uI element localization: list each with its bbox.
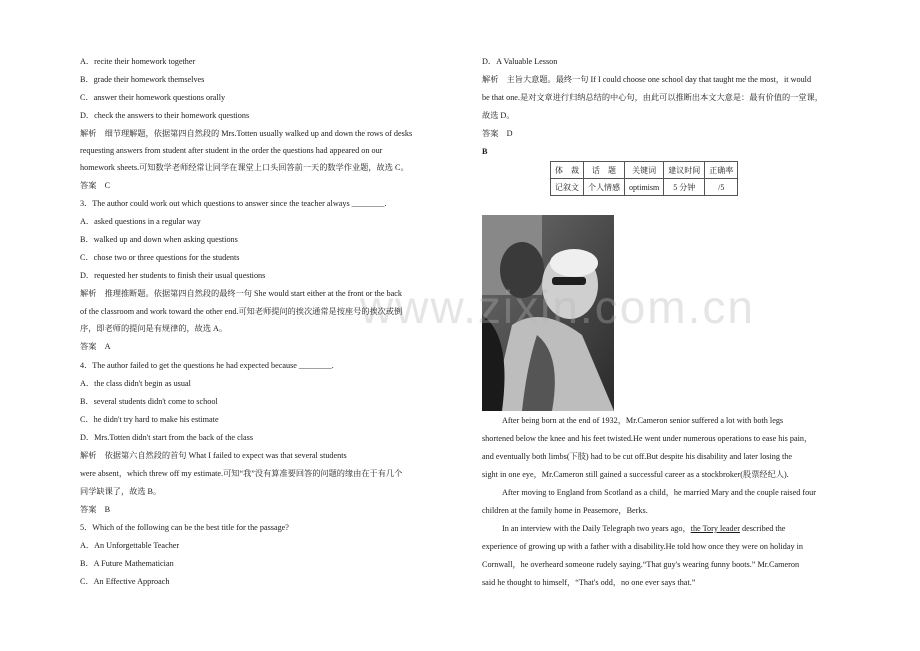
text-line: 3．The author could work out which questions to answer since the teacher always ________. bbox=[80, 199, 387, 208]
passage-line: After moving to England from Scotland as a child，he married Mary and the couple raised four bbox=[502, 488, 816, 497]
text-line: 答案 A bbox=[80, 342, 111, 351]
text-line: B bbox=[482, 147, 488, 156]
table-cell: 个人情感 bbox=[584, 179, 625, 196]
text-line: D．check the answers to their homework questions bbox=[80, 111, 250, 120]
text-line: 序，即老师的提问是有规律的，故选 A。 bbox=[80, 324, 228, 333]
table-cell: 5 分钟 bbox=[664, 179, 705, 196]
table-header-cell: 话 题 bbox=[584, 162, 625, 179]
passage-line: children at the family home in Peasemore，Berks. bbox=[482, 506, 648, 515]
passage-line: After being born at the end of 1932，Mr.Cameron senior suffered a lot with both legs bbox=[502, 416, 784, 425]
table-cell: optimism bbox=[625, 179, 664, 196]
text-line: were absent，which threw off my estimate.可知“我”没有算准要回答的问题的缘由在于有几个 bbox=[80, 469, 403, 478]
passage-line: experience of growing up with a father with a disability.He told how once they were on holiday in bbox=[482, 542, 803, 551]
text-line: 4．The author failed to get the questions he had expected because ________. bbox=[80, 361, 334, 370]
text-line: A．the class didn't begin as usual bbox=[80, 379, 191, 388]
table-header-row bbox=[551, 162, 738, 179]
text-line: B．several students didn't come to school bbox=[80, 397, 218, 406]
text-line: of the classroom and work toward the other end.可知老师提问的挨次通常是按座号的挨次或倒 bbox=[80, 307, 403, 316]
text-line: 答案 B bbox=[80, 505, 111, 514]
text-line: B．A Future Mathematician bbox=[80, 559, 174, 568]
interview-text-post: described the bbox=[739, 524, 786, 533]
text-line: A．asked questions in a regular way bbox=[80, 217, 201, 226]
text-line: homework sheets.可知数学老师经常让同学在课堂上口头回答前一天的数学作业题，故选 C。 bbox=[80, 163, 409, 172]
interview-line bbox=[482, 524, 860, 534]
text-line: C．chose two or three questions for the students bbox=[80, 253, 240, 262]
passage-line: said he thought to himself，“That's odd，no one ever says that.” bbox=[482, 578, 696, 587]
text-line: D．Mrs.Totten didn't start from the back of the class bbox=[80, 433, 254, 442]
text-line: D．requested her students to finish their usual questions bbox=[80, 271, 266, 280]
text-line: B．walked up and down when asking questions bbox=[80, 235, 238, 244]
text-line: be that one.是对文章进行归纳总结的中心句，由此可以推断出本文大意是：最有价值的一堂课， bbox=[482, 93, 823, 102]
text-line: 解析 依据第六自然段的首句 What I failed to expect was that several students bbox=[80, 451, 347, 460]
tory-leader-link: the Tory leader bbox=[690, 524, 740, 533]
watermark: www.zixin.com.cn bbox=[360, 281, 755, 333]
passage-line: and eventually both limbs(下肢) had to be cut off.But despite his disability and later losing the bbox=[482, 452, 793, 461]
text-line: B．grade their homework themselves bbox=[80, 75, 205, 84]
text-line: 解析 主旨大意题。最终一句 If I could choose one school day that taught me the most，it would bbox=[482, 75, 812, 84]
table-row bbox=[551, 179, 738, 196]
table-header-cell: 关键词 bbox=[625, 162, 664, 179]
passage-line: shortened below the knee and his feet twisted.He went under numerous operations to ease his pain， bbox=[482, 434, 813, 443]
passage-info-table bbox=[550, 161, 738, 196]
text-line: 答案 C bbox=[80, 181, 111, 190]
table-header-cell: 建议时间 bbox=[664, 162, 705, 179]
text-line: D．A Valuable Lesson bbox=[482, 57, 558, 66]
text-line: 故选 D。 bbox=[482, 111, 515, 120]
text-line: 答案 D bbox=[482, 129, 513, 138]
text-line: 解析 推理推断题。依据第四自然段的最终一句 She would start either at the front or the back bbox=[80, 289, 402, 298]
table-cell: 记叙文 bbox=[551, 179, 584, 196]
text-line: A．recite their homework together bbox=[80, 57, 196, 66]
passage-line: sight in one eye，Mr.Cameron still gained a successful career as a stockbroker(股票经纪人). bbox=[482, 470, 789, 479]
table-header-cell: 体 裁 bbox=[551, 162, 584, 179]
text-line: C．he didn't try hard to make his estimate bbox=[80, 415, 219, 424]
text-line: 同学缺课了，故选 B。 bbox=[80, 487, 162, 496]
table-header-cell: 正确率 bbox=[705, 162, 738, 179]
text-line: 解析 细节理解题，依据第四自然段的 Mrs.Totten usually walked up and down the rows of desks bbox=[80, 129, 413, 138]
text-line: C．An Effective Approach bbox=[80, 577, 170, 586]
interview-text-pre: In an interview with the Daily Telegraph two years ago， bbox=[502, 524, 691, 533]
text-line: 5．Which of the following can be the best title for the passage? bbox=[80, 523, 289, 532]
passage-line: Cornwall，he overheard someone rudely saying.“That guy's wearing funny boots.” Mr.Cameron bbox=[482, 560, 800, 569]
text-line: C．answer their homework questions orally bbox=[80, 93, 226, 102]
text-line: A．An Unforgettable Teacher bbox=[80, 541, 180, 550]
table-cell: /5 bbox=[705, 179, 738, 196]
text-line: requesting answers from student after student in the order the questions had appeared on our bbox=[80, 146, 383, 155]
